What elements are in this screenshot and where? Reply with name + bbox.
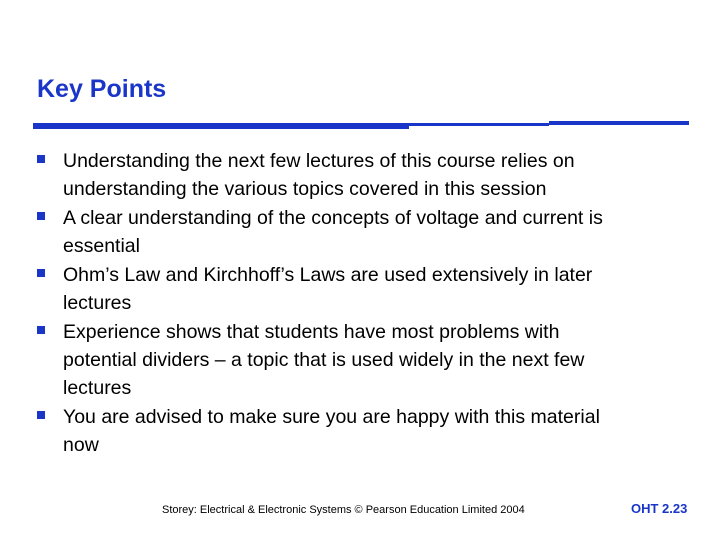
- bullet-line: potential dividers – a topic that is used widely in the next few: [63, 349, 585, 371]
- footer-credit: Storey: Electrical & Electronic Systems © Pearson Education Limited 2004: [162, 504, 525, 516]
- title-underline: [33, 121, 689, 129]
- square-bullet-icon: [37, 212, 45, 220]
- bullet-line: Ohm’s Law and Kirchhoff’s Laws are used extensively in later: [63, 264, 593, 286]
- bullet-list: [37, 147, 687, 460]
- bullet-item: [37, 147, 687, 203]
- bullet-item: [37, 403, 687, 459]
- bullet-line: understanding the various topics covered in this session: [63, 178, 547, 200]
- slide-title: Key Points: [37, 75, 167, 103]
- bullet-item: [37, 204, 687, 260]
- bullet-line: A clear understanding of the concepts of voltage and current is: [63, 207, 603, 229]
- bullet-line: essential: [63, 235, 140, 257]
- bullet-item: [37, 261, 687, 317]
- bullet-line: lectures: [63, 292, 132, 314]
- bullet-line: Understanding the next few lectures of this course relies on: [63, 150, 575, 172]
- square-bullet-icon: [37, 269, 45, 277]
- underline-segment-thick: [33, 123, 409, 129]
- bullet-line: lectures: [63, 377, 132, 399]
- square-bullet-icon: [37, 155, 45, 163]
- square-bullet-icon: [37, 411, 45, 419]
- underline-segment-raised: [549, 121, 689, 125]
- bullet-line: You are advised to make sure you are happy with this material: [63, 406, 600, 428]
- bullet-line: Experience shows that students have most problems with: [63, 321, 560, 343]
- bullet-line: now: [63, 434, 99, 456]
- bullet-item: [37, 318, 687, 402]
- square-bullet-icon: [37, 326, 45, 334]
- underline-segment-thin: [409, 123, 549, 126]
- slide-number: OHT 2.23: [631, 501, 688, 516]
